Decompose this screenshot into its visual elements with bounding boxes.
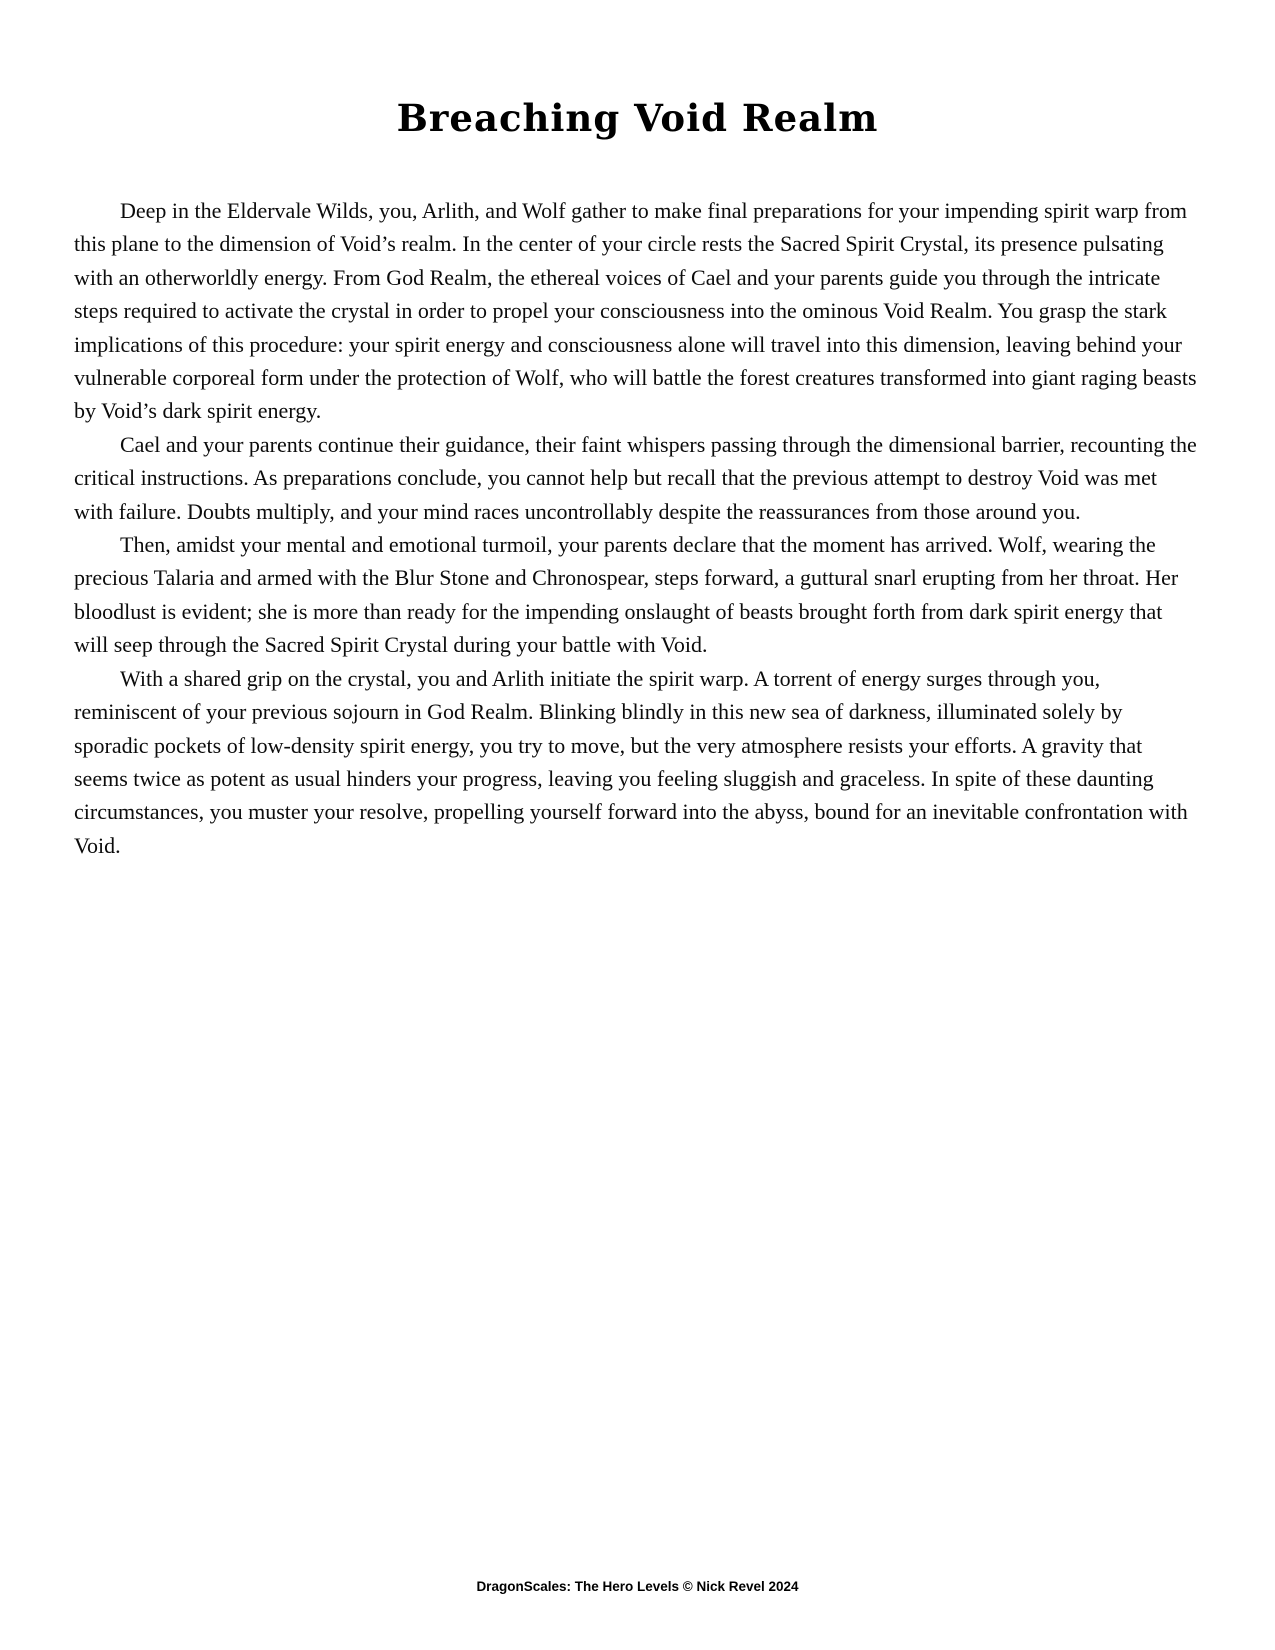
story-paragraph-3: Then, amidst your mental and emotional turmoil, your parents declare that the moment has arrived. Wolf, wearing the precious Talaria and armed with the Blur Stone and Chronospear, steps forward, a guttural snarl erupting from her throat. Her bloodlust is evident; she is more than ready for the impending onslaught of beasts brought forth from dark spirit energy that will seep through the Sacred Spirit Crystal during your battle with Void. bbox=[74, 532, 1179, 658]
footer-credit: DragonScales: The Hero Levels © Nick Revel 2024 bbox=[476, 1579, 799, 1594]
page-title: Breaching Void Realm bbox=[396, 96, 879, 140]
story-paragraph-1: Deep in the Eldervale Wilds, you, Arlith, and Wolf gather to make final preparations for your impending spirit warp from this plane to the dimension of Void’s realm. In the center of your circle rests the Sacred Spirit Crystal, its presence pulsating with an otherworldly energy. From God Realm, the ethereal voices of Cael and your parents guide you through the intricate steps required to activate the crystal in order to propel your consciousness into the ominous Void Realm. You grasp the stark implications of this procedure: your spirit energy and consciousness alone will travel into this dimension, leaving behind your vulnerable corporeal form under the protection of Wolf, who will battle the forest creatures transformed into giant raging beasts by Void’s dark spirit energy. bbox=[74, 198, 1197, 424]
story-paragraph-4: With a shared grip on the crystal, you and Arlith initiate the spirit warp. A torrent of energy surges through you, reminiscent of your previous sojourn in God Realm. Blinking blindly in this new sea of darkness, illuminated solely by sporadic pockets of low-density spirit energy, you try to move, but the very atmosphere resists your efforts. A gravity that seems twice as potent as usual hinders your progress, leaving you feeling sluggish and graceless. In spite of these daunting circumstances, you muster your resolve, propelling yourself forward into the abyss, bound for an inevitable confrontation with Void. bbox=[74, 665, 1188, 858]
story-body bbox=[74, 194, 1201, 862]
story-paragraph-2: Cael and your parents continue their guidance, their faint whispers passing through the dimensional barrier, recounting the critical instructions. As preparations conclude, you cannot help but recall that the previous attempt to destroy Void was met with failure. Doubts multiply, and your mind races uncontrollably despite the reassurances from those around you. bbox=[74, 431, 1197, 524]
